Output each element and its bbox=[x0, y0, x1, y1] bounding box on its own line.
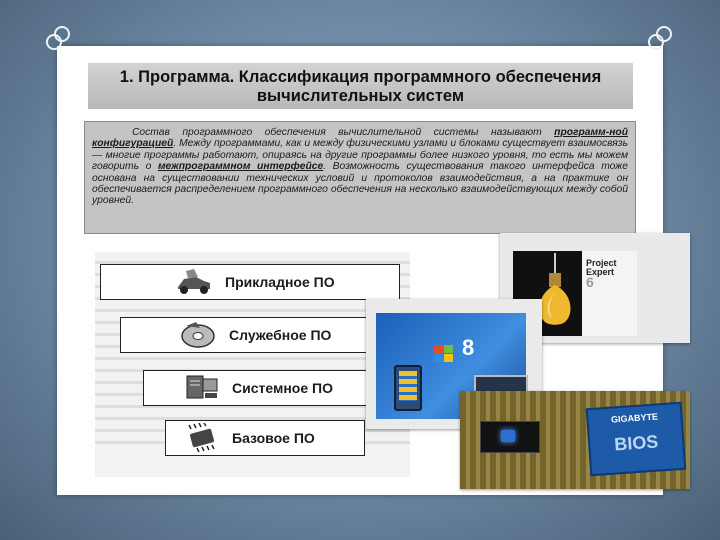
car-icon bbox=[173, 266, 215, 298]
text-part-3: . Возможность существования такого интерфейса тоже основана на существовании технических условий и протоколов взаимодействия, а на практике он обеспечивается распределением программного обеспечения на несколько взаимодействующих между собой уровней. bbox=[92, 161, 628, 207]
text-part-1: Состав программного обеспечения вычислительной системы называют bbox=[132, 127, 555, 138]
project-expert-line1: Project bbox=[586, 258, 617, 268]
layer-label: Служебное ПО bbox=[229, 327, 332, 343]
text-part-2: . Между программами, как и между физическими узлами и блоками существует взаимосвязь — многие программы работают, опираясь на другие программы более низкого уровня, то есть мы можем говорить о bbox=[92, 138, 628, 173]
ring-icon bbox=[656, 26, 672, 42]
disc-icon bbox=[177, 319, 219, 351]
phone-icon bbox=[394, 365, 422, 411]
layer-label: Системное ПО bbox=[232, 380, 333, 396]
paragraph bbox=[92, 127, 628, 207]
layer-application bbox=[173, 266, 335, 298]
layer-base bbox=[180, 422, 315, 454]
term-software-configuration: программ-ной конфигурацией bbox=[92, 127, 628, 150]
layer-system bbox=[180, 372, 333, 404]
project-expert-number: 6 bbox=[586, 274, 594, 290]
term-interprogram-interface: межпрограммном интерфейсе bbox=[157, 161, 324, 173]
project-expert-logo bbox=[586, 259, 634, 289]
layer-utility bbox=[177, 319, 331, 351]
software-layers-diagram bbox=[95, 252, 410, 477]
gigabyte-label: GIGABYTE bbox=[610, 411, 659, 425]
windows-version: 8 bbox=[462, 335, 475, 360]
computer-icon bbox=[180, 372, 222, 404]
layer-label: Базовое ПО bbox=[232, 430, 315, 446]
chip-icon bbox=[480, 421, 540, 453]
layer-label: Прикладное ПО bbox=[225, 274, 335, 290]
slide-title bbox=[88, 63, 633, 109]
bios-label: BIOS bbox=[613, 431, 659, 455]
ring-icon bbox=[54, 26, 70, 42]
title-line-1: 1. Программа. Классификация программного обеспечения bbox=[119, 68, 602, 86]
title-line-2: вычислительных систем bbox=[256, 87, 465, 105]
windows-logo bbox=[434, 345, 454, 368]
bios-chip bbox=[586, 402, 687, 477]
project-expert-line2: Expert bbox=[586, 267, 615, 277]
gigabyte-bios-photo bbox=[460, 391, 690, 489]
text-block bbox=[84, 121, 636, 234]
chip-icon bbox=[180, 422, 222, 454]
